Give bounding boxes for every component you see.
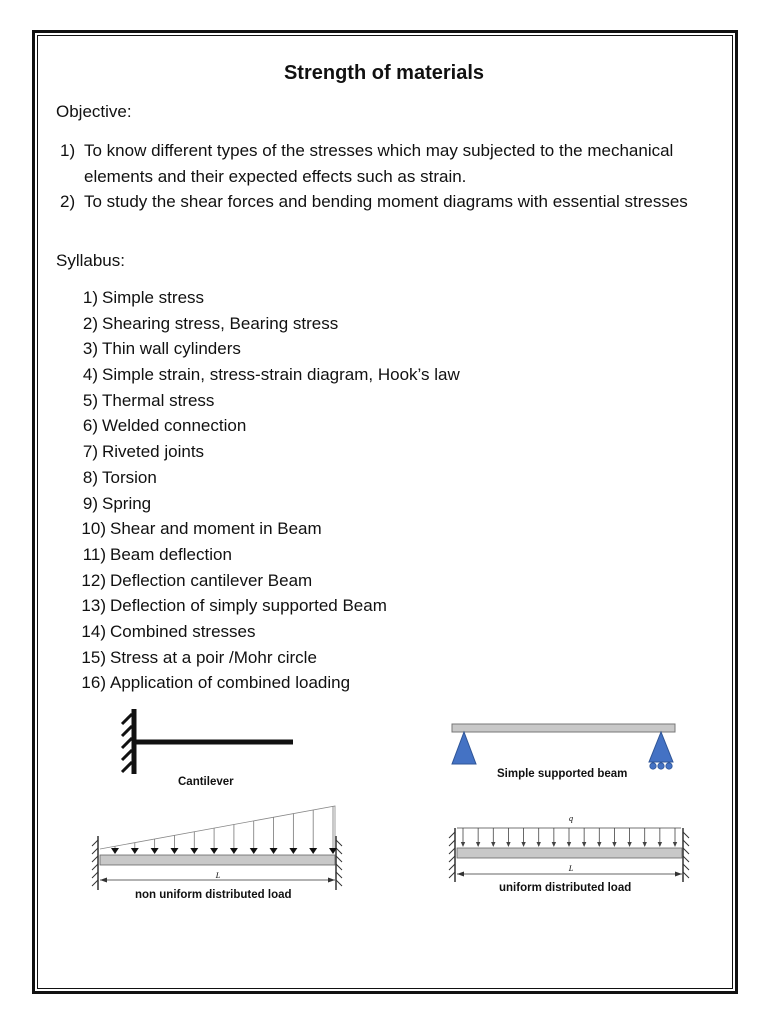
cantilever-caption: Cantilever xyxy=(178,776,234,788)
syllabus-text: Stress at a poir /Mohr circle xyxy=(110,647,317,667)
syllabus-text: Combined stresses xyxy=(110,621,256,641)
syllabus-item xyxy=(70,670,460,696)
load-arrow-head xyxy=(582,842,586,847)
load-arrow-head xyxy=(170,848,178,854)
load-arrow-head xyxy=(643,842,647,847)
syllabus-number: 9) xyxy=(82,493,98,513)
syllabus-text: Beam deflection xyxy=(110,544,232,564)
load-arrow-head xyxy=(658,842,662,847)
document-title: Strength of materials xyxy=(283,62,485,84)
load-arrow-head xyxy=(521,842,525,847)
objective-number: 2) xyxy=(60,192,76,211)
nonuniform-beam xyxy=(100,855,335,865)
load-arrow-head xyxy=(476,842,480,847)
syllabus-number: 7) xyxy=(82,442,98,462)
load-arrow-head xyxy=(151,848,159,854)
right-wall-hatch xyxy=(336,840,342,886)
syllabus-item xyxy=(70,619,460,645)
load-arrow-head xyxy=(309,848,317,854)
objective-number: 1) xyxy=(60,141,76,160)
syllabus-number: 3) xyxy=(82,339,98,359)
syllabus-number: 13) xyxy=(81,596,106,616)
objective-text: To study the shear forces and bending moment diagrams with essential stresses xyxy=(84,192,688,211)
load-arrow-head xyxy=(506,842,510,847)
load-arrow-head xyxy=(111,848,119,854)
load-arrow-head xyxy=(289,848,297,854)
uniform-load-diagram xyxy=(445,810,695,885)
load-arrow-head xyxy=(461,842,465,847)
syllabus-list xyxy=(70,285,460,696)
load-arrow-head xyxy=(491,842,495,847)
load-arrow-head xyxy=(567,842,571,847)
syllabus-number: 1) xyxy=(82,288,98,307)
syllabus-text: Deflection of simply supported Beam xyxy=(110,596,387,616)
uniform-load-caption: uniform distributed load xyxy=(499,882,632,894)
syllabus-number: 8) xyxy=(82,467,98,487)
syllabus-text: Shearing stress, Bearing stress xyxy=(102,313,339,333)
objective-item xyxy=(60,138,700,189)
syllabus-item xyxy=(70,593,460,619)
nonuniform-load-caption: non uniform distributed load xyxy=(135,889,292,901)
syllabus-item xyxy=(70,362,460,388)
syllabus-text: Deflection cantilever Beam xyxy=(110,570,313,590)
syllabus-item xyxy=(70,465,460,491)
syllabus-number: 14) xyxy=(81,621,106,641)
syllabus-item xyxy=(70,336,460,362)
load-arrow-head xyxy=(270,848,278,854)
syllabus-item xyxy=(70,568,460,594)
load-arrow-head xyxy=(230,848,238,854)
objective-item xyxy=(60,189,700,215)
cantilever-wall-hatch xyxy=(122,714,132,772)
syllabus-number: 16) xyxy=(81,673,106,693)
objective-heading: Objective: xyxy=(56,102,132,121)
load-arrow-head xyxy=(210,848,218,854)
syllabus-number: 12) xyxy=(81,570,106,590)
syllabus-item xyxy=(70,311,460,337)
load-arrow-head xyxy=(627,842,631,847)
syllabus-number: 5) xyxy=(82,390,98,410)
syllabus-text: Shear and moment in Beam xyxy=(110,519,322,539)
syllabus-text: Application of combined loading xyxy=(110,673,351,693)
syllabus-text: Spring xyxy=(102,493,152,513)
syllabus-text: Simple strain, stress-strain diagram, Hook’s law xyxy=(102,365,460,385)
cantilever-diagram xyxy=(110,706,310,778)
syllabus-number: 6) xyxy=(82,416,98,436)
roller-wheels xyxy=(650,763,672,769)
syllabus-text: Thin wall cylinders xyxy=(102,339,241,359)
load-arrow-head xyxy=(537,842,541,847)
right-wall-hatch xyxy=(683,832,689,878)
syllabus-text: Thermal stress xyxy=(102,390,215,410)
load-envelope xyxy=(100,806,335,849)
load-arrow-head xyxy=(190,848,198,854)
syllabus-number: 11) xyxy=(82,544,106,564)
left-wall-hatch xyxy=(449,832,455,878)
syllabus-item xyxy=(70,388,460,414)
length-label: L xyxy=(568,864,574,873)
nonuniform-load-diagram xyxy=(85,800,350,895)
load-arrow-head xyxy=(673,842,677,847)
pin-support xyxy=(452,732,476,764)
load-label: q xyxy=(569,814,573,823)
uniform-load-arrows xyxy=(461,828,677,847)
simple-beam xyxy=(452,724,675,732)
syllabus-item xyxy=(70,413,460,439)
syllabus-text: Welded connection xyxy=(102,416,247,436)
syllabus-item xyxy=(70,645,460,671)
length-label: L xyxy=(215,871,221,880)
load-arrow-head xyxy=(612,842,616,847)
load-arrow-head xyxy=(597,842,601,847)
syllabus-text: Riveted joints xyxy=(102,442,205,462)
load-arrow-head xyxy=(131,848,139,854)
load-arrow-head xyxy=(250,848,258,854)
left-wall-hatch xyxy=(92,840,98,886)
syllabus-heading: Syllabus: xyxy=(56,251,125,270)
syllabus-number: 15) xyxy=(81,647,106,667)
syllabus-number: 10) xyxy=(81,519,106,539)
objective-text: To know different types of the stresses which may subjected to the mechanical elements and their expected effects such as strain. xyxy=(84,141,674,186)
syllabus-item xyxy=(70,491,460,517)
simple-beam-caption: Simple supported beam xyxy=(497,768,628,780)
syllabus-item xyxy=(70,542,460,568)
objectives-list xyxy=(60,138,700,215)
syllabus-text: Simple stress xyxy=(102,288,205,307)
load-arrow-head xyxy=(552,842,556,847)
load-arrows xyxy=(111,806,337,854)
syllabus-item xyxy=(70,285,460,311)
simple-beam-diagram xyxy=(445,718,685,774)
syllabus-item xyxy=(70,516,460,542)
syllabus-number: 4) xyxy=(82,365,98,385)
syllabus-item xyxy=(70,439,460,465)
syllabus-number: 2) xyxy=(82,313,98,333)
roller-support xyxy=(649,732,673,762)
syllabus-text: Torsion xyxy=(102,467,157,487)
uniform-beam xyxy=(457,848,682,858)
